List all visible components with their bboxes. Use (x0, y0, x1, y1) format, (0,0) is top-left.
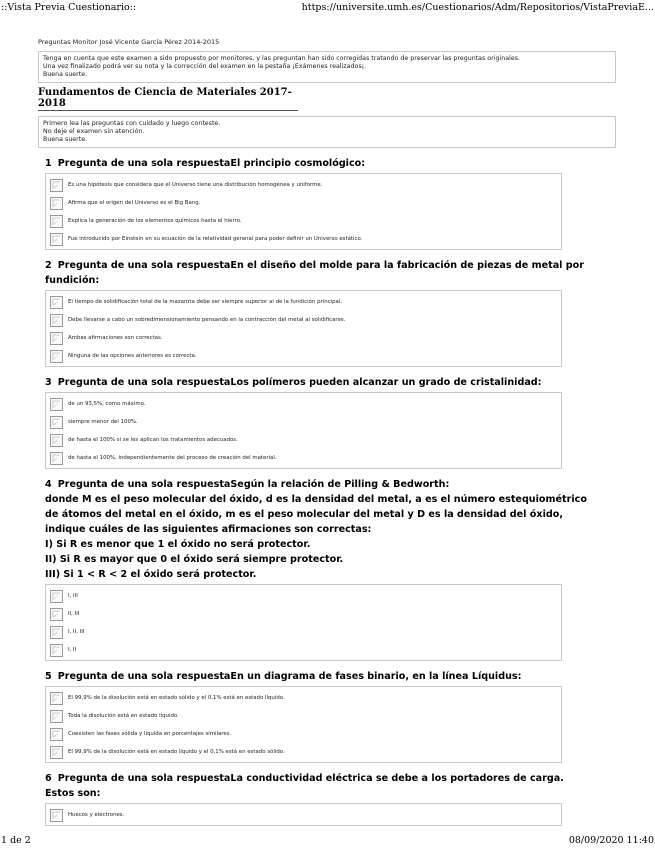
answer-option[interactable] (46, 395, 561, 413)
instruction-line: No deje el examen sin atención. (43, 128, 145, 135)
question-5 (38, 671, 616, 763)
answer-option-label: Huecos y electrones. (68, 812, 125, 818)
question-text: de átomos del metal en el óxido, m es el peso molecular del metal y D es la densidad del óxido, (45, 509, 563, 520)
question-3 (38, 377, 616, 469)
answer-option-label: de hasta el 100% si se les aplican los tratamientos adecuados. (68, 437, 238, 443)
answer-options (45, 173, 562, 250)
answer-checkbox-icon[interactable] (50, 710, 63, 723)
question-text: I) Si R es menor que 1 el óxido no será protector. (45, 539, 311, 550)
question-text: Pregunta de una sola respuestaEn el diseño del molde para la fabricación de piezas de metal por (57, 260, 584, 271)
answer-option-label: siempre menor del 100%. (68, 419, 138, 425)
answer-checkbox-icon[interactable] (50, 416, 63, 429)
answer-option[interactable] (46, 689, 561, 707)
question-number: 2 (45, 260, 52, 271)
question-title-line (45, 539, 616, 551)
question-2 (38, 260, 616, 367)
question-text: indique cuáles de las siguientes afirmaciones son correctas: (45, 524, 372, 535)
question-list (38, 158, 616, 826)
answer-option[interactable] (46, 743, 561, 761)
answer-option[interactable] (46, 431, 561, 449)
page-window-title: ::Vista Previa Cuestionario:: (1, 2, 137, 13)
answer-option[interactable] (46, 725, 561, 743)
question-title-line (45, 569, 616, 581)
answer-option[interactable] (46, 212, 561, 230)
answer-option[interactable] (46, 293, 561, 311)
answer-option-label: El tiempo de solidificación total de la mazarota debe ser siempre superior al de la fundición principal. (68, 299, 343, 305)
notice-box (38, 51, 616, 83)
answer-option-label: Debe llevarse a cabo un sobredimensionamiento pensando en la contracción del metal al solidificarse. (68, 317, 346, 323)
question-title-line (45, 554, 616, 566)
answer-option-label: Explica la generación de los elementos químicos hasta el hierro. (68, 218, 242, 224)
question-text: Pregunta de una sola respuestaEn un diagrama de fases binario, en la línea Líquidus: (57, 671, 522, 682)
page-url: https://universite.umh.es/Cuestionarios/Adm/Repositorios/VistaPreviaE... (301, 2, 654, 13)
answer-option[interactable] (46, 806, 561, 824)
answer-checkbox-icon[interactable] (50, 350, 63, 363)
question-title-line (45, 479, 616, 491)
answer-option[interactable] (46, 230, 561, 248)
question-title-line (45, 524, 616, 536)
answer-option-label: de hasta el 100%, independientemente del proceso de creación del material. (68, 455, 277, 461)
question-title-line (45, 260, 616, 272)
answer-option[interactable] (46, 623, 561, 641)
question-6 (38, 773, 616, 826)
answer-checkbox-icon[interactable] (50, 314, 63, 327)
answer-checkbox-icon[interactable] (50, 692, 63, 705)
answer-options (45, 686, 562, 763)
print-header (0, 0, 655, 14)
question-title-line (45, 158, 616, 170)
answer-option[interactable] (46, 605, 561, 623)
answer-options (45, 584, 562, 661)
instruction-line: Buena suerte. (43, 136, 88, 143)
answer-option-label: II, III (68, 611, 80, 617)
author-line: Preguntas Monitor José Vicente García Pérez 2014-2015 (38, 38, 220, 46)
quiz-content (38, 38, 616, 836)
answer-options (45, 392, 562, 469)
answer-option-label: Es una hipótesis que considera que el Universo tiene una distribución homogénea y uniforme. (68, 182, 323, 188)
print-datetime: 08/09/2020 11:40 (568, 835, 654, 846)
question-title-line (45, 377, 616, 389)
answer-option-label: Ambas afirmaciones son correctas. (68, 335, 163, 341)
question-number: 1 (45, 158, 52, 169)
question-text: Pregunta de una sola respuestaLos polímeros pueden alcanzar un grado de cristalinidad: (57, 377, 542, 388)
answer-options (45, 290, 562, 367)
exam-title: Fundamentos de Ciencia de Materiales 2017-2018 (38, 87, 298, 111)
answer-checkbox-icon[interactable] (50, 590, 63, 603)
answer-option-label: El 99,9% de la disolución está en estado sólido y el 0,1% está en estado líquido. (68, 695, 285, 701)
answer-option[interactable] (46, 449, 561, 467)
print-footer (0, 834, 655, 848)
answer-option[interactable] (46, 707, 561, 725)
instruction-line: Primero lea las preguntas con cuidado y luego conteste. (43, 120, 221, 127)
answer-checkbox-icon[interactable] (50, 608, 63, 621)
question-text: Pregunta de una sola respuestaEl principio cosmológico: (57, 158, 366, 169)
answer-checkbox-icon[interactable] (50, 233, 63, 246)
question-title-line (45, 671, 616, 683)
answer-checkbox-icon[interactable] (50, 197, 63, 210)
question-text: III) Si 1 < R < 2 el óxido será protector. (45, 569, 257, 580)
answer-option-label: Coexisten las fases sólida y líquida en porcentajes similares. (68, 731, 232, 737)
answer-checkbox-icon[interactable] (50, 452, 63, 465)
question-number: 6 (45, 773, 52, 784)
answer-option-label: El 99,9% de la disolución está en estado líquido y el 0,1% está en estado sólido. (68, 749, 285, 755)
answer-checkbox-icon[interactable] (50, 398, 63, 411)
answer-option-label: Afirma que el origen del Universo es el Big Bang. (68, 200, 201, 206)
answer-checkbox-icon[interactable] (50, 809, 63, 822)
question-title-line (45, 494, 616, 506)
answer-option-label: de un 93,5%, como máximo. (68, 401, 146, 407)
answer-option[interactable] (46, 311, 561, 329)
question-number: 4 (45, 479, 52, 490)
answer-checkbox-icon[interactable] (50, 296, 63, 309)
question-text: Pregunta de una sola respuestaLa conductividad eléctrica se debe a los portadores de carga. (57, 773, 564, 784)
notice-line: Una vez finalizado podrá ver su nota y la corrección del examen en la pestaña ¡Exámenes realizados¡. (43, 63, 367, 70)
answer-option[interactable] (46, 329, 561, 347)
answer-option[interactable] (46, 413, 561, 431)
question-title-line (45, 275, 616, 287)
question-title-line (45, 773, 616, 785)
answer-option-label: Toda la disolución está en estado líquido. (68, 713, 179, 719)
answer-checkbox-icon[interactable] (50, 728, 63, 741)
answer-checkbox-icon[interactable] (50, 626, 63, 639)
answer-option-label: Fue introducido por Einstein en su ecuación de la relatividad general para poder definir un Universo estático. (68, 236, 363, 242)
answer-option[interactable] (46, 347, 561, 365)
instructions-box (38, 116, 616, 148)
answer-checkbox-icon[interactable] (50, 434, 63, 447)
question-text: II) Si R es mayor que 0 el óxido será siempre protector. (45, 554, 344, 565)
question-title-line (45, 509, 616, 521)
answer-options (45, 803, 562, 826)
answer-option[interactable] (46, 194, 561, 212)
notice-line: Tenga en cuenta que este examen a sido propuesto por monitores, y las preguntan han sido corregidas tratando de preservar las preguntas originales. (43, 55, 520, 62)
answer-checkbox-icon[interactable] (50, 746, 63, 759)
question-text: Pregunta de una sola respuestaSegún la relación de Pilling & Bedworth: (57, 479, 450, 490)
question-text: fundición: (45, 275, 100, 286)
answer-option-label: I, II (68, 647, 77, 653)
answer-option-label: I, II, III (68, 629, 85, 635)
question-title-line (45, 788, 616, 800)
question-number: 3 (45, 377, 52, 388)
notice-line: Buena suerte. (43, 71, 88, 78)
answer-option-label: I, III (68, 593, 78, 599)
answer-option[interactable] (46, 587, 561, 605)
question-4 (38, 479, 616, 661)
answer-option-label: Ninguna de las opciones anteriores es correcta. (68, 353, 197, 359)
answer-option[interactable] (46, 641, 561, 659)
answer-checkbox-icon[interactable] (50, 644, 63, 657)
answer-checkbox-icon[interactable] (50, 215, 63, 228)
question-text: Estos son: (45, 788, 101, 799)
question-text: donde M es el peso molecular del óxido, d es la densidad del metal, a es el número estequiométrico (45, 494, 587, 505)
question-number: 5 (45, 671, 52, 682)
question-1 (38, 158, 616, 250)
answer-checkbox-icon[interactable] (50, 179, 63, 192)
answer-checkbox-icon[interactable] (50, 332, 63, 345)
answer-option[interactable] (46, 176, 561, 194)
page-number: 1 de 2 (1, 835, 31, 846)
